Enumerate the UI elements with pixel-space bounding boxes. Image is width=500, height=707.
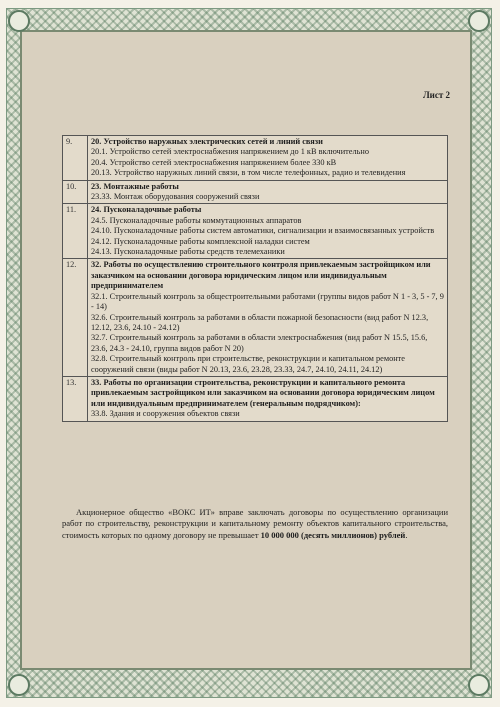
row-content xyxy=(88,136,448,181)
ornament-icon xyxy=(8,674,30,696)
work-item: 20.1. Устройство сетей электроснабжения напряжением до 1 кВ включительно xyxy=(91,147,369,157)
work-item: 32.8. Строительный контроль при строительстве, реконструкции и капитальном ремонте сооружений связи (виды работ N 20.13, 23.6, 23.28, 23.33, 24.7, 24.10, 24.11, 24.12) xyxy=(91,354,405,374)
summary-text: Акционерное общество «ВОКС ИТ» вправе заключать договоры по осуществлению организации работ по строительству, реконструкции и капитальному ремонту объектов капитального строительства, стоимость которых по одному договору не превышает xyxy=(62,507,448,540)
sheet-number: Лист 2 xyxy=(422,90,450,100)
row-number: 13. xyxy=(63,376,88,421)
work-group-heading: 23. Монтажные работы xyxy=(91,181,179,191)
table-row xyxy=(63,376,448,421)
work-item: 20.4. Устройство сетей электроснабжения напряжением более 330 кВ xyxy=(91,157,337,167)
row-content xyxy=(88,204,448,259)
table-row xyxy=(63,180,448,204)
row-number: 10. xyxy=(63,180,88,204)
ornament-icon xyxy=(8,10,30,32)
work-item: 24.12. Пусконаладочные работы комплексной наладки систем xyxy=(91,236,310,246)
work-item: 32.7. Строительный контроль за работами в области электроснабжения (вид работ N 15.5, 15.6, 23.6, 24.3 - 24.10, группа видов работ N 20) xyxy=(91,333,428,353)
row-number: 11. xyxy=(63,204,88,259)
work-item: 33.8. Здания и сооружения объектов связи xyxy=(91,409,240,419)
ornament-icon xyxy=(468,10,490,32)
work-item: 32.1. Строительный контроль за общестроительными работами (группы видов работ N 1 - 3, 5 - 7, 9 - 14) xyxy=(91,291,444,312)
contract-limit-amount: 10 000 000 (десять миллионов) рублей xyxy=(260,529,406,540)
row-content xyxy=(88,259,448,376)
row-number: 9. xyxy=(63,136,88,181)
work-item: 32.6. Строительный контроль за работами в области пожарной безопасности (вид работ N 12.3, 12.12, 23.6, 24.10 - 24.12) xyxy=(91,312,429,332)
row-number: 12. xyxy=(63,259,88,376)
work-item: 24.5. Пусконаладочные работы коммутационных аппаратов xyxy=(91,215,302,225)
work-group-heading: 20. Устройство наружных электрических сетей и линий связи xyxy=(91,137,323,146)
work-item: 20.13. Устройство наружных линий связи, в том числе телефонных, радио и телевидения xyxy=(91,168,406,178)
work-group-heading: 32. Работы по осуществлению строительного контроля привлекаемым застройщиком или заказчиком на основании договора юридическим лицом или индивидуальным предпринимателем xyxy=(91,260,431,291)
work-item: 23.33. Монтаж оборудования сооружений связи xyxy=(91,192,260,202)
work-group-heading: 33. Работы по организации строительства, реконструкции и капитального ремонта привлекаемым застройщиком или заказчиком на основании договора юридическим лицом или индивидуальным предпринимателем (генеральным подрядчиком): xyxy=(91,377,435,408)
row-content xyxy=(88,376,448,421)
work-types-table xyxy=(62,135,448,422)
row-content xyxy=(88,180,448,204)
work-item: 24.13. Пусконаладочные работы средств телемеханики xyxy=(91,247,285,257)
summary-end: . xyxy=(405,529,408,540)
work-item: 24.10. Пусконаладочные работы систем автоматики, сигнализации и взаимосвязанных устройств xyxy=(91,226,435,236)
table-row xyxy=(63,136,448,181)
table-row xyxy=(63,204,448,259)
permission-summary xyxy=(62,507,448,541)
work-group-heading: 24. Пусконаладочные работы xyxy=(91,205,202,215)
ornament-icon xyxy=(468,674,490,696)
table-row xyxy=(63,259,448,376)
